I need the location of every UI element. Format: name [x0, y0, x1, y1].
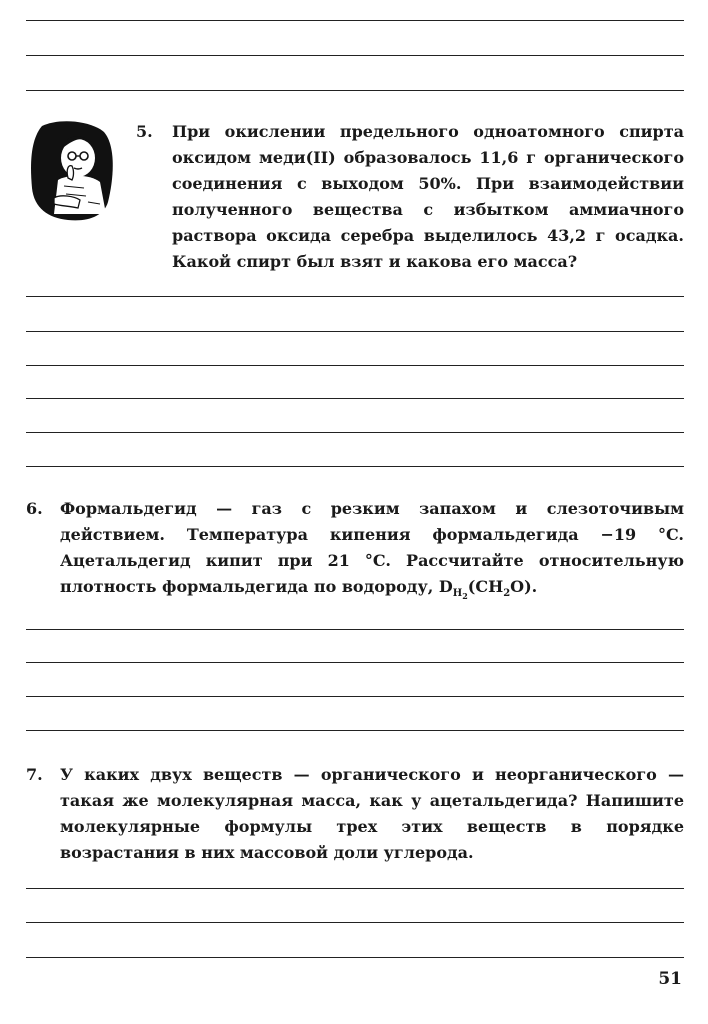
answer-line[interactable]: [26, 432, 684, 433]
answer-line[interactable]: [26, 296, 684, 297]
task-number: 7.: [26, 765, 43, 784]
answer-line[interactable]: [26, 629, 684, 630]
task-text-body: Формальдегид — газ с резким запахом и слезоточивым действием. Температура кипения формальдегида −19 °C. Ацетальдегид кипит при 21 °C. Рассчитайте относительную плотность формальдегида по водороду,: [60, 499, 684, 596]
task-7: [26, 762, 684, 866]
page-number: 51: [658, 969, 682, 989]
answer-line[interactable]: [26, 20, 684, 21]
thinking-student-illustration: [28, 118, 116, 222]
task-text: [26, 496, 684, 600]
answer-line[interactable]: [26, 957, 684, 958]
answer-line[interactable]: [26, 696, 684, 697]
answer-line[interactable]: [26, 365, 684, 366]
answer-line[interactable]: [26, 888, 684, 889]
answer-line[interactable]: [26, 730, 684, 731]
answer-line[interactable]: [26, 662, 684, 663]
answer-line[interactable]: [26, 398, 684, 399]
answer-line[interactable]: [26, 90, 684, 91]
task-text: У каких двух веществ — органического и неорганического — такая же молекулярная масса, как у ацетальдегида? Напишите молекулярные формулы трех этих веществ в порядке возрастания в них массовой доли углерода.: [60, 765, 684, 862]
task-text: При окислении предельного одноатомного спирта оксидом меди(II) образовалось 11,6 г органического соединения с выходом 50%. При взаимодействии полученного вещества с избытком аммиачного раствора оксида серебра выделилось 43,2 г осадка. Какой спирт был взят и какова его масса?: [172, 122, 684, 271]
task-number: 6.: [26, 499, 43, 518]
density-formula: $D_{H_2}(CH_2O)$.: [438, 577, 538, 601]
task-5: [136, 119, 684, 275]
answer-line[interactable]: [26, 466, 684, 467]
task-6: [26, 496, 684, 600]
answer-line[interactable]: [26, 55, 684, 56]
answer-line[interactable]: [26, 331, 684, 332]
task-number: 5.: [136, 122, 153, 141]
answer-line[interactable]: [26, 922, 684, 923]
